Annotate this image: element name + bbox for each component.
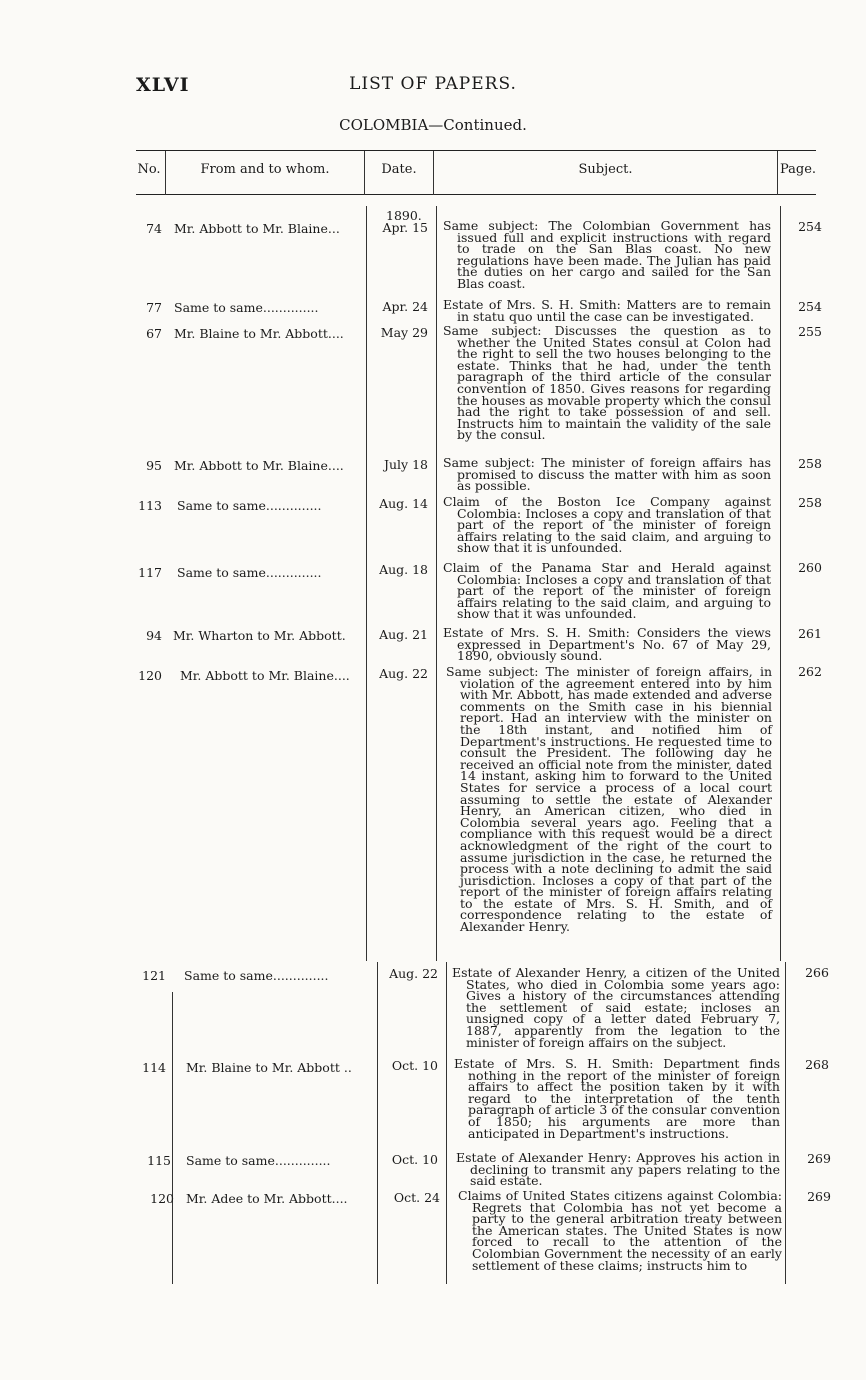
entry-number: 115 xyxy=(147,1153,171,1168)
from-to: Mr. Blaine to Mr. Abbott .. xyxy=(186,1060,352,1075)
page-ref: 258 xyxy=(798,495,822,510)
column-divider xyxy=(172,992,173,1284)
section-subtitle: COLOMBIA—Continued. xyxy=(339,116,527,134)
entry-date: Aug. 22 xyxy=(379,666,428,681)
entry-number: 74 xyxy=(146,221,162,236)
entry-subject: Claim of the Panama Star and Herald against Colombia: Incloses a copy and translation of that part of the report of the minister of foreign affairs relating to the said claim, and arguing to show that it was unfounded. xyxy=(443,560,771,622)
entry-date: Oct. 24 xyxy=(393,1190,440,1205)
entry-subject: Claims of United States citizens against Colombia: Regrets that Colombia has not yet become a party to the general arbitration treaty between the American states. The United States is now forced to recall to the attention of the Colombian Government the necessity of an early settlement of these claims; instructs him to xyxy=(458,1188,782,1273)
entry-date: Oct. 10 xyxy=(391,1058,438,1073)
from-to: Same to same.............. xyxy=(184,968,329,983)
page-ref: 255 xyxy=(798,324,822,339)
entry-subject: Estate of Mrs. S. H. Smith: Considers the views expressed in Department's No. 67 of May 29, 1890, obviously sound. xyxy=(443,625,771,664)
page-ref: 266 xyxy=(805,965,829,980)
column-header-no: No. xyxy=(137,162,161,177)
table-top-rule xyxy=(136,150,816,151)
column-divider xyxy=(366,206,367,961)
entry-subject: Same subject: The minister of foreign affairs, in violation of the agreement entered into by him with Mr. Abbott, has made extended and adverse comments on the Smith case in his biennial report. Had an interview with the minister on the 18th instant, and notified him of Department's instructions. He requested time to consult the President. The following day he received an official note from the minister, dated 14 instant, asking him to forward to the United States for service a process of a local court assuming to settle the estate of Alexander Henry, an American citizen, who died in Colombia several years ago. Feeling that a compliance with this request would be a direct acknowledgment of the right of the court to assume jurisdiction in the case, he returned the process with a note declining to admit the said jurisdiction. Incloses a copy of that part of the report of the minister of foreign affairs relating to the estate of Mrs. S. H. Smith, and of correspondence relating to the estate of Alexander Henry. xyxy=(446,664,772,935)
from-to: Mr. Wharton to Mr. Abbott. xyxy=(173,628,346,643)
from-to: Same to same.............. xyxy=(174,300,319,315)
entry-date: Aug. 22 xyxy=(389,966,438,981)
from-to: Mr. Abbott to Mr. Blaine... xyxy=(174,221,340,236)
entry-number: 94 xyxy=(146,628,162,643)
page-ref: 254 xyxy=(798,299,822,314)
page-ref: 254 xyxy=(798,219,822,234)
page-ref: 260 xyxy=(798,560,822,575)
column-header-from-to: From and to whom. xyxy=(200,162,330,177)
entry-number: 120 xyxy=(150,1191,174,1206)
entry-date: July 18 xyxy=(383,457,428,472)
entry-date: May 29 xyxy=(380,325,428,340)
entry-date: Oct. 10 xyxy=(391,1152,438,1167)
page-ref: 258 xyxy=(798,456,822,471)
entry-number: 117 xyxy=(138,565,162,580)
entry-number: 121 xyxy=(142,968,166,983)
entry-number: 77 xyxy=(146,300,162,315)
from-to: Same to same.............. xyxy=(186,1153,331,1168)
entry-number: 114 xyxy=(142,1060,166,1075)
column-divider xyxy=(377,962,378,1284)
entry-date: Apr. 24 xyxy=(382,299,428,314)
page-ref: 261 xyxy=(798,626,822,641)
entry-subject: Claim of the Boston Ice Company against Colombia: Incloses a copy and translation of that part of the report of the minister of foreign affairs relating to the said claim, and arguing to show that it is unfounded. xyxy=(443,494,771,556)
header-bottom-rule xyxy=(136,194,816,195)
entry-subject: Estate of Alexander Henry: Approves his action in declining to transmit any papers relating to the said estate. xyxy=(456,1150,780,1189)
entry-date: Aug. 14 xyxy=(379,496,428,511)
entry-number: 113 xyxy=(138,498,162,513)
page-ref: 269 xyxy=(807,1189,831,1204)
from-to: Mr. Abbott to Mr. Blaine.... xyxy=(180,668,350,683)
page-ref: 269 xyxy=(807,1151,831,1166)
year-label: 1890. xyxy=(386,208,422,223)
entry-number: 67 xyxy=(146,326,162,341)
column-divider xyxy=(446,962,447,1284)
entry-subject: Same subject: Discusses the question as to whether the United States consul at Colon had the right to sell the two houses belonging to the estate. Thinks that he had, under the tenth paragraph of the third article of the consular convention of 1850. Gives reasons for regarding the houses as movable property which the consul had the right to take possession of and sell. Instructs him to maintain the validity of the sale by the consul. xyxy=(443,323,771,443)
column-divider xyxy=(436,206,437,961)
entry-subject: Same subject: The Colombian Government has issued full and explicit instructions with regard to trade on the San Blas coast. No new regulations have been made. The Julian has paid the duties on her cargo and sailed for the San Blas coast. xyxy=(443,218,771,291)
page-number: XLVI xyxy=(136,74,190,96)
from-to: Mr. Blaine to Mr. Abbott.... xyxy=(174,326,344,341)
entry-date: Apr. 15 xyxy=(382,220,428,235)
column-header-date: Date. xyxy=(381,162,417,177)
page-ref: 262 xyxy=(798,664,822,679)
entry-number: 120 xyxy=(138,668,162,683)
column-header-subject: Subject. xyxy=(578,162,633,177)
page-ref: 268 xyxy=(805,1057,829,1072)
from-to: Mr. Adee to Mr. Abbott.... xyxy=(186,1191,348,1206)
entry-date: Aug. 18 xyxy=(379,562,428,577)
entry-subject: Estate of Mrs. S. H. Smith: Department finds nothing in the report of the minister of foreign affairs to affect the position taken by it with regard to the interpretation of the tenth paragraph of article 3 of the consular convention of 1850; his arguments are more than anticipated in Department's instructions. xyxy=(454,1056,780,1141)
from-to: Same to same.............. xyxy=(177,565,322,580)
from-to: Same to same.............. xyxy=(177,498,322,513)
from-to: Mr. Abbott to Mr. Blaine.... xyxy=(174,458,344,473)
entry-number: 95 xyxy=(146,458,162,473)
column-divider xyxy=(780,206,781,961)
entry-date: Aug. 21 xyxy=(379,627,428,642)
entry-subject: Same subject: The minister of foreign affairs has promised to discuss the matter with him as soon as possible. xyxy=(443,455,771,494)
entry-subject: Estate of Alexander Henry, a citizen of the United States, who died in Colombia some years ago: Gives a history of the circumstances attending the settlement of said estate; incloses an unsigned copy of a letter dated February 7, 1887, apparently from the legation to the minister of foreign affairs on the subject. xyxy=(452,965,780,1050)
page-title: LIST OF PAPERS. xyxy=(349,74,517,94)
entry-subject: Estate of Mrs. S. H. Smith: Matters are to remain in statu quo until the case can be investigated. xyxy=(443,297,771,324)
column-header-page: Page. xyxy=(779,162,817,177)
column-divider xyxy=(785,962,786,1284)
